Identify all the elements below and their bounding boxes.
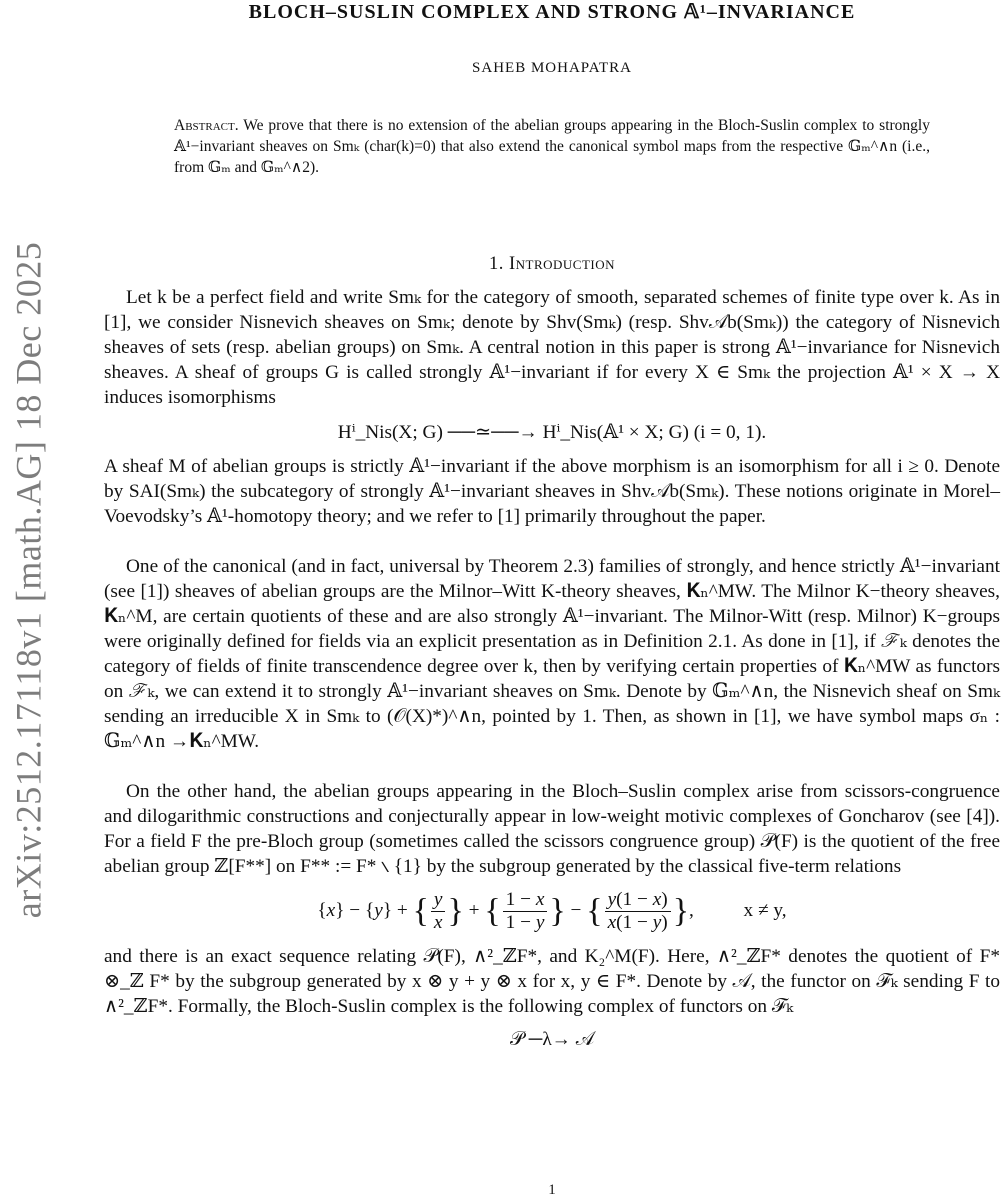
arxiv-stamp: [6, 200, 50, 960]
abstract: [174, 115, 930, 178]
equation-2: {x} − {y} + { $\frac{y}{x}$ } + { $\frac{1 - x}{1 - y}$ } − { $\frac{y(1 - x)}{x(1 - y)}$ }, x ≠ y,: [317, 889, 787, 933]
paragraph-3: One of the canonical (and in fact, universal by Theorem 2.3) families of strongly, and hence strictly 𝔸¹−invariant (see [1]) sheaves of abelian groups are the Milnor–Witt K-theory sheaves, 𝐊ₙ^MW. The Milnor K−theory sheaves, 𝐊ₙ^M, are certain quotients of these and are also strongly 𝔸¹−invariant. The Milnor-Witt (resp. Milnor) K−groups were originally defined for fields via an explicit presentation as in Definition 2.1. As done in [1], if ℱₖ denotes the category of fields of finite transcendence degree over k, then by verifying certain properties of 𝐊ₙ^MW as functors on ℱₖ, we can extend it to strongly 𝔸¹−invariant sheaves on Smₖ. Denote by 𝔾ₘ^∧n, the Nisnevich sheaf on Smₖ sending an irreducible X in Smₖ to (𝒪(X)*)^∧n, pointed by 1. Then, as shown in [1], we have symbol maps σₙ : 𝔾ₘ^∧n →𝐊ₙ^MW.: [104, 556, 1000, 752]
paper-author: SAHEB MOHAPATRA: [472, 60, 632, 76]
page-number: 1: [548, 1182, 556, 1198]
equation-1: Hⁱ_Nis(X; G) ──≃──→ Hⁱ_Nis(𝔸¹ × X; G) (i = 0, 1).: [337, 422, 767, 443]
paper-page: [104, 0, 1000, 1198]
abstract-label: Abstract.: [174, 117, 239, 134]
abstract-text: We prove that there is no extension of the abelian groups appearing in the Bloch-Suslin complex to strongly 𝔸¹−invariant sheaves on Smₖ (char(k)=0) that also extend the canonical symbol maps from the respective 𝔾ₘ^∧n (i.e., from 𝔾ₘ and 𝔾ₘ^∧2).: [174, 117, 930, 176]
arxiv-stamp-text: arXiv:2512.17118v1 [math.AG] 18 Dec 2025: [8, 241, 49, 919]
paragraph-5: and there is an exact sequence relating 𝒫(F), ∧²_ℤF*, and K₂^M(F). Here, ∧²_ℤF* denotes the quotient of F* ⊗_ℤ F* by the subgroup generated by x ⊗ y + y ⊗ x for x, y ∈ F*. Denote by 𝒜, the functor on ℱₖ sending F to ∧²_ℤF*. Formally, the Bloch-Suslin complex is the following complex of functors on ℱₖ: [104, 946, 1000, 1017]
paragraph-1: Let k be a perfect field and write Smₖ for the category of smooth, separated schemes of finite type over k. As in [1], we consider Nisnevich sheaves on Smₖ; denote by Shv(Smₖ) (resp. Shv𝒜b(Smₖ)) the category of Nisnevich sheaves of sets (resp. abelian groups) on Smₖ. A central notion in this paper is strong 𝔸¹−invariance for Nisnevich sheaves. A sheaf of groups G is called strongly 𝔸¹−invariant if for every X ∈ Smₖ the projection 𝔸¹ × X → X induces isomorphisms: [104, 287, 1000, 408]
equation-3: 𝒫 ─λ→ 𝒜: [509, 1029, 595, 1050]
section-heading: 1. Introduction: [488, 254, 616, 274]
paragraph-4: On the other hand, the abelian groups appearing in the Bloch–Suslin complex arise from scissors-congruence and dilogarithmic constructions and conjecturally appear in low-weight motivic complexes of Goncharov (see [4]). For a field F the pre-Bloch group (sometimes called the scissors congruence group) 𝒫(F) is the quotient of the free abelian group ℤ[F**] on F** := F* ∖ {1} by the subgroup generated by the classical five-term relations: [104, 781, 1000, 877]
paper-title: BLOCH–SUSLIN COMPLEX AND STRONG 𝔸¹–INVARIANCE: [248, 1, 856, 23]
equation-2-condition: x ≠ y,: [743, 899, 787, 921]
paragraph-2: A sheaf M of abelian groups is strictly 𝔸¹−invariant if the above morphism is an isomorphism for all i ≥ 0. Denote by SAI(Smₖ) the subcategory of strongly 𝔸¹−invariant sheaves in Shv𝒜b(Smₖ). These notions originate in Morel–Voevodsky’s 𝔸¹-homotopy theory; and we refer to [1] primarily throughout the paper.: [104, 456, 1000, 527]
